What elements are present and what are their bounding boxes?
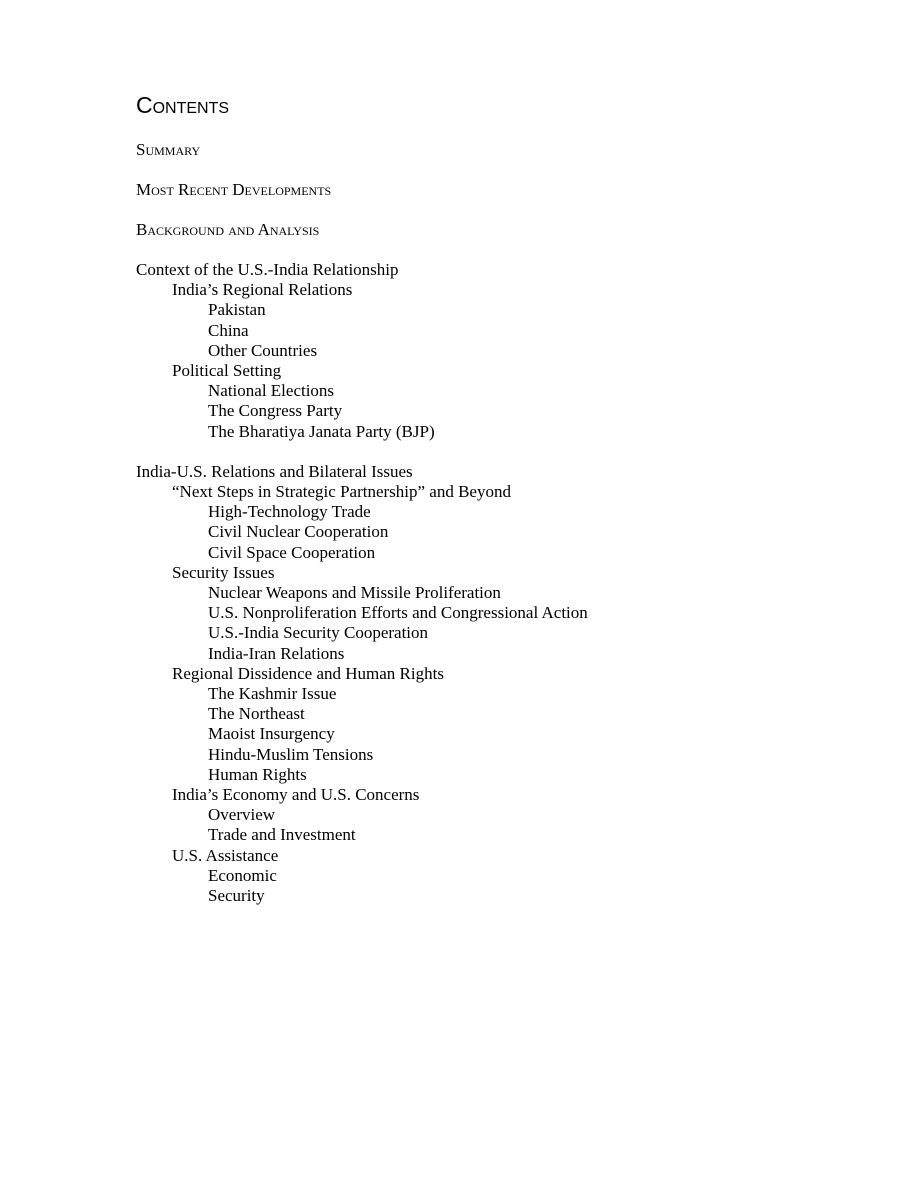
toc-entry-nuclear-weapons[interactable]: Nuclear Weapons and Missile Proliferation — [208, 583, 501, 603]
table-of-contents — [136, 88, 880, 906]
toc-entry-bjp[interactable]: The Bharatiya Janata Party (BJP) — [208, 421, 435, 441]
toc-entry-maoist[interactable]: Maoist Insurgency — [208, 724, 335, 744]
toc-entry-security-issues[interactable]: Security Issues — [172, 562, 275, 582]
toc-entry-hindu-muslim[interactable]: Hindu-Muslim Tensions — [208, 744, 374, 764]
toc-entry-economy[interactable]: India’s Economy and U.S. Concerns — [172, 785, 420, 805]
toc-group-relations — [136, 462, 880, 906]
toc-entry-us-assistance[interactable]: U.S. Assistance — [172, 845, 279, 865]
toc-entry-kashmir[interactable]: The Kashmir Issue — [208, 684, 337, 704]
toc-entry-china[interactable]: China — [208, 320, 249, 340]
toc-entry-northeast[interactable]: The Northeast — [208, 704, 305, 724]
toc-entry-human-rights[interactable]: Human Rights — [208, 764, 307, 784]
toc-group-context — [136, 260, 880, 442]
page-title: Contents — [136, 92, 230, 118]
toc-entry-trade-investment[interactable]: Trade and Investment — [208, 825, 356, 845]
toc-entry-most-recent-developments[interactable]: Most Recent Developments — [136, 180, 332, 199]
toc-entry-civil-space[interactable]: Civil Space Cooperation — [208, 542, 376, 562]
toc-entry-regional-relations[interactable]: India’s Regional Relations — [172, 280, 353, 300]
toc-entry-political-setting[interactable]: Political Setting — [172, 361, 282, 381]
toc-entry-economic[interactable]: Economic — [208, 865, 277, 885]
toc-entry-pakistan[interactable]: Pakistan — [208, 300, 266, 320]
toc-entry-other-countries[interactable]: Other Countries — [208, 340, 318, 360]
toc-entry-security-cooperation[interactable]: U.S.-India Security Cooperation — [208, 623, 429, 643]
toc-entry-civil-nuclear[interactable]: Civil Nuclear Cooperation — [208, 522, 389, 542]
toc-entry-security[interactable]: Security — [208, 886, 265, 906]
toc-entry-overview[interactable]: Overview — [208, 805, 276, 825]
toc-entry-india-iran[interactable]: India-Iran Relations — [208, 643, 345, 663]
toc-entry-congress-party[interactable]: The Congress Party — [208, 401, 343, 421]
toc-entry-background-and-analysis[interactable]: Background and Analysis — [136, 220, 320, 239]
toc-entry-context[interactable]: Context of the U.S.-India Relationship — [136, 260, 399, 279]
toc-entry-india-us-relations[interactable]: India-U.S. Relations and Bilateral Issues — [136, 461, 413, 481]
toc-entry-high-technology-trade[interactable]: High-Technology Trade — [208, 502, 371, 522]
toc-entry-next-steps[interactable]: “Next Steps in Strategic Partnership” and Beyond — [172, 482, 511, 502]
toc-entry-regional-dissidence[interactable]: Regional Dissidence and Human Rights — [172, 663, 444, 683]
toc-entry-nonproliferation[interactable]: U.S. Nonproliferation Efforts and Congressional Action — [208, 603, 588, 623]
toc-entry-summary[interactable]: Summary — [136, 140, 201, 159]
toc-entry-national-elections[interactable]: National Elections — [208, 381, 335, 401]
